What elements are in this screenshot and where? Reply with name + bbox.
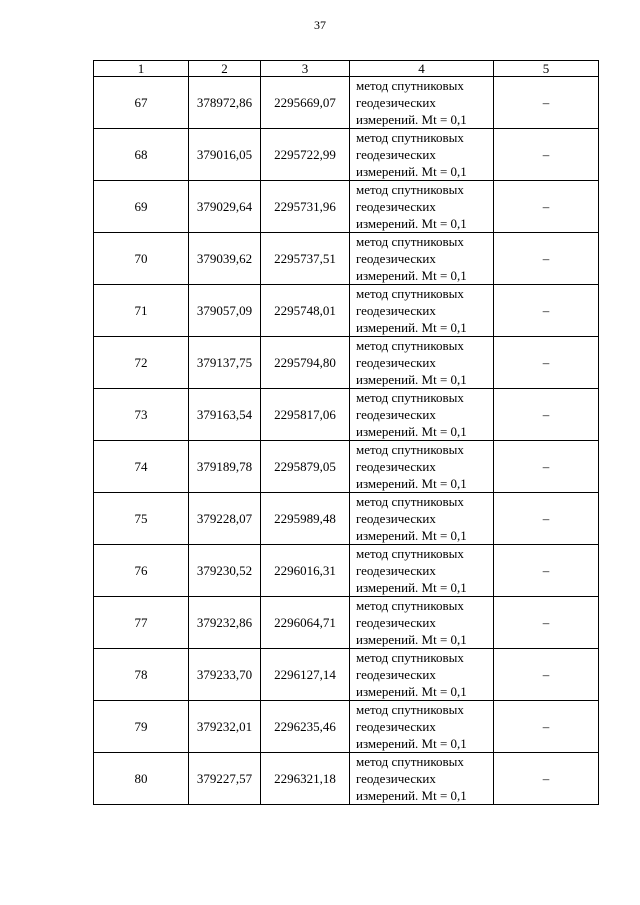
note-cell: – (494, 493, 599, 545)
method-line: метод спутниковых (356, 286, 464, 301)
point-number-cell: 70 (94, 233, 189, 285)
table-row (94, 337, 599, 389)
x-coordinate-cell: 379233,70 (189, 649, 261, 701)
x-coordinate-cell: 379057,09 (189, 285, 261, 337)
header-cell-2: 2 (189, 61, 261, 77)
method-line: измерений. Mt = 0,1 (356, 372, 467, 387)
method-cell (350, 597, 494, 649)
y-coordinate-cell: 2295879,05 (261, 441, 350, 493)
table-row (94, 545, 599, 597)
method-cell (350, 753, 494, 805)
method-line: геодезических (356, 563, 436, 578)
method-line: метод спутниковых (356, 390, 464, 405)
method-cell (350, 181, 494, 233)
method-line: метод спутниковых (356, 546, 464, 561)
point-number-cell: 68 (94, 129, 189, 181)
table-row (94, 129, 599, 181)
point-number-cell: 74 (94, 441, 189, 493)
method-line: метод спутниковых (356, 598, 464, 613)
method-line: метод спутниковых (356, 182, 464, 197)
method-line: измерений. Mt = 0,1 (356, 268, 467, 283)
method-line: измерений. Mt = 0,1 (356, 736, 467, 751)
note-cell: – (494, 545, 599, 597)
x-coordinate-cell: 379163,54 (189, 389, 261, 441)
table-row (94, 181, 599, 233)
table-row (94, 597, 599, 649)
note-cell: – (494, 285, 599, 337)
note-cell: – (494, 597, 599, 649)
method-line: геодезических (356, 667, 436, 682)
point-number-cell: 73 (94, 389, 189, 441)
method-line: измерений. Mt = 0,1 (356, 216, 467, 231)
method-line: геодезических (356, 199, 436, 214)
table-row (94, 701, 599, 753)
method-cell (350, 129, 494, 181)
header-cell-1: 1 (94, 61, 189, 77)
x-coordinate-cell: 379228,07 (189, 493, 261, 545)
method-line: метод спутниковых (356, 702, 464, 717)
note-cell: – (494, 233, 599, 285)
method-line: измерений. Mt = 0,1 (356, 580, 467, 595)
x-coordinate-cell: 379227,57 (189, 753, 261, 805)
x-coordinate-cell: 378972,86 (189, 77, 261, 129)
x-coordinate-cell: 379232,01 (189, 701, 261, 753)
method-line: измерений. Mt = 0,1 (356, 112, 467, 127)
method-line: метод спутниковых (356, 650, 464, 665)
note-cell: – (494, 753, 599, 805)
point-number-cell: 69 (94, 181, 189, 233)
table-row (94, 649, 599, 701)
table-row (94, 493, 599, 545)
y-coordinate-cell: 2296127,14 (261, 649, 350, 701)
point-number-cell: 75 (94, 493, 189, 545)
x-coordinate-cell: 379230,52 (189, 545, 261, 597)
method-line: геодезических (356, 355, 436, 370)
method-line: геодезических (356, 771, 436, 786)
method-line: геодезических (356, 95, 436, 110)
method-cell (350, 701, 494, 753)
method-line: метод спутниковых (356, 130, 464, 145)
method-cell (350, 285, 494, 337)
method-line: геодезических (356, 251, 436, 266)
note-cell: – (494, 701, 599, 753)
coordinates-table (93, 60, 599, 805)
method-line: метод спутниковых (356, 442, 464, 457)
x-coordinate-cell: 379039,62 (189, 233, 261, 285)
note-cell: – (494, 77, 599, 129)
table-body (94, 77, 599, 805)
x-coordinate-cell: 379137,75 (189, 337, 261, 389)
table-row (94, 285, 599, 337)
point-number-cell: 67 (94, 77, 189, 129)
x-coordinate-cell: 379232,86 (189, 597, 261, 649)
y-coordinate-cell: 2295794,80 (261, 337, 350, 389)
y-coordinate-cell: 2295748,01 (261, 285, 350, 337)
method-line: метод спутниковых (356, 494, 464, 509)
method-line: измерений. Mt = 0,1 (356, 632, 467, 647)
method-line: метод спутниковых (356, 78, 464, 93)
method-line: геодезических (356, 303, 436, 318)
point-number-cell: 71 (94, 285, 189, 337)
y-coordinate-cell: 2295817,06 (261, 389, 350, 441)
method-cell (350, 77, 494, 129)
y-coordinate-cell: 2295731,96 (261, 181, 350, 233)
note-cell: – (494, 181, 599, 233)
method-line: геодезических (356, 511, 436, 526)
y-coordinate-cell: 2296235,46 (261, 701, 350, 753)
method-line: измерений. Mt = 0,1 (356, 476, 467, 491)
y-coordinate-cell: 2296016,31 (261, 545, 350, 597)
note-cell: – (494, 389, 599, 441)
header-cell-5: 5 (494, 61, 599, 77)
method-line: метод спутниковых (356, 754, 464, 769)
method-line: измерений. Mt = 0,1 (356, 320, 467, 335)
method-line: метод спутниковых (356, 338, 464, 353)
method-cell (350, 493, 494, 545)
x-coordinate-cell: 379189,78 (189, 441, 261, 493)
y-coordinate-cell: 2296321,18 (261, 753, 350, 805)
method-cell (350, 337, 494, 389)
method-line: геодезических (356, 459, 436, 474)
method-cell (350, 545, 494, 597)
page-number: 37 (314, 18, 326, 32)
note-cell: – (494, 129, 599, 181)
table-row (94, 441, 599, 493)
point-number-cell: 80 (94, 753, 189, 805)
header-cell-4: 4 (350, 61, 494, 77)
note-cell: – (494, 441, 599, 493)
method-line: измерений. Mt = 0,1 (356, 528, 467, 543)
method-line: геодезических (356, 407, 436, 422)
method-line: геодезических (356, 147, 436, 162)
method-line: измерений. Mt = 0,1 (356, 684, 467, 699)
x-coordinate-cell: 379029,64 (189, 181, 261, 233)
method-cell (350, 233, 494, 285)
method-cell (350, 441, 494, 493)
method-line: измерений. Mt = 0,1 (356, 788, 467, 803)
y-coordinate-cell: 2295989,48 (261, 493, 350, 545)
y-coordinate-cell: 2295669,07 (261, 77, 350, 129)
method-line: измерений. Mt = 0,1 (356, 424, 467, 439)
table-row (94, 389, 599, 441)
point-number-cell: 78 (94, 649, 189, 701)
method-line: измерений. Mt = 0,1 (356, 164, 467, 179)
method-cell (350, 649, 494, 701)
header-row (94, 61, 599, 77)
table-row (94, 77, 599, 129)
method-cell (350, 389, 494, 441)
table-row (94, 753, 599, 805)
y-coordinate-cell: 2296064,71 (261, 597, 350, 649)
table-row (94, 233, 599, 285)
x-coordinate-cell: 379016,05 (189, 129, 261, 181)
method-line: геодезических (356, 719, 436, 734)
note-cell: – (494, 337, 599, 389)
method-line: геодезических (356, 615, 436, 630)
point-number-cell: 77 (94, 597, 189, 649)
point-number-cell: 79 (94, 701, 189, 753)
method-line: метод спутниковых (356, 234, 464, 249)
header-cell-3: 3 (261, 61, 350, 77)
y-coordinate-cell: 2295722,99 (261, 129, 350, 181)
y-coordinate-cell: 2295737,51 (261, 233, 350, 285)
point-number-cell: 72 (94, 337, 189, 389)
table-header (94, 61, 599, 77)
point-number-cell: 76 (94, 545, 189, 597)
note-cell: – (494, 649, 599, 701)
